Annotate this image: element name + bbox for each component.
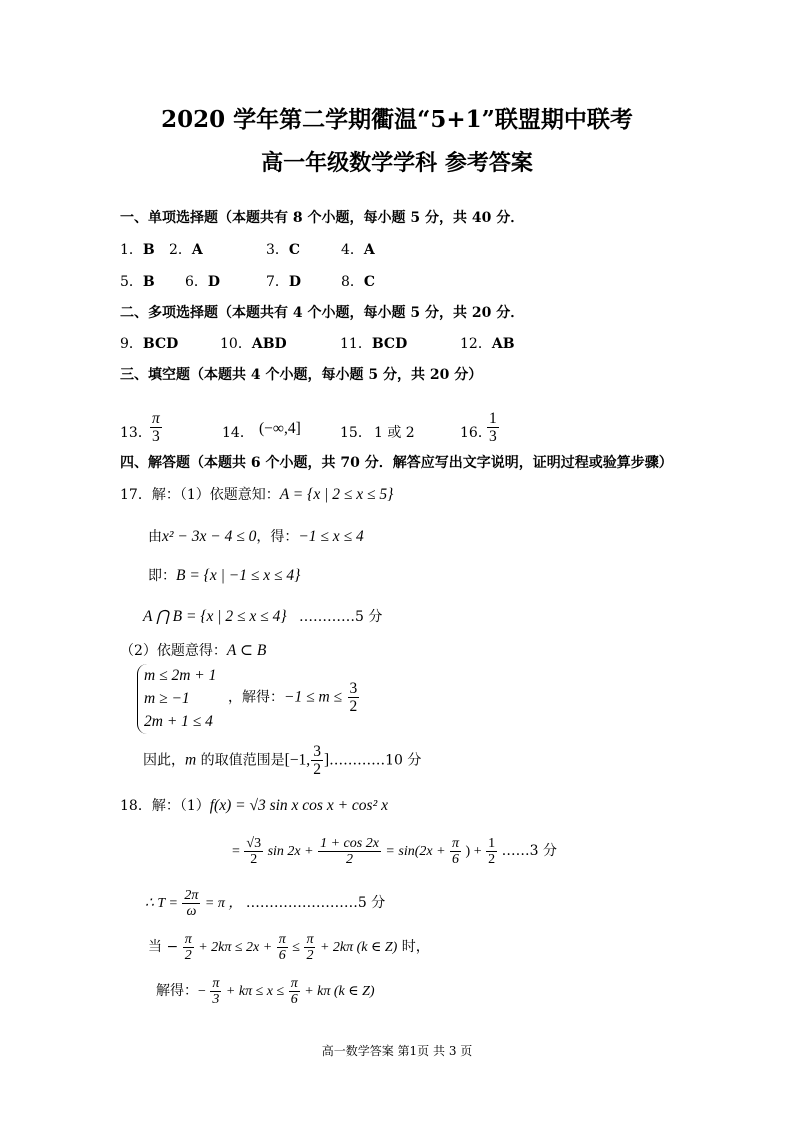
q18-line-5: 解得：− $\frac{\pi}{3}$ + kπ ≤ x ≤ $\frac{\pi}{6}$ + kπ (k ∈ Z) (156, 976, 375, 1008)
q-num: 12． (460, 336, 492, 352)
q-num: 10． (220, 336, 252, 352)
q15-num: 15． (340, 425, 372, 441)
q17-line-5: （2）依题意得：A ⊂ B (120, 642, 267, 659)
q17-system-solution: ，解得：−1 ≤ m ≤ $\frac{3}{2}$ (228, 680, 358, 716)
q14-num: 14． (222, 425, 254, 441)
q-num: 3． (266, 242, 289, 258)
section2-heading: 二、多项选择题（本题共有 4 个小题，每小题 5 分，共 20 分． (120, 305, 525, 321)
q-answer: D (288, 274, 302, 290)
page-title: 2020 学年第二学期衢温“5+1”联盟期中联考 (161, 106, 633, 133)
q-answer: A (363, 242, 375, 258)
q13-num: 13． (120, 425, 152, 441)
q14-answer: (−∞,4] (259, 420, 301, 437)
section4-heading: 四、解答题（本题共 6 个小题，共 70 分．解答应写出文字说明，证明过程或验算步骤） (120, 455, 673, 471)
q16-answer: $\frac{1}{3}$ (489, 410, 497, 446)
q17-line-1: 17．解：（1）依题意知：A = {x | 2 ≤ x ≤ 5} (120, 486, 394, 503)
q-num: 11． (340, 336, 372, 352)
q-answer: AB (491, 336, 515, 352)
q18-line-4: 当 − $\frac{\pi}{2}$ + 2kπ ≤ 2x + $\frac{\pi}{6}$ ≤ $\frac{\pi}{2}$ + 2kπ (k ∈ Z) 时， (148, 932, 430, 964)
q-answer: C (363, 274, 376, 290)
q-num: 6． (185, 274, 208, 290)
q-answer: A (191, 242, 203, 258)
section3-heading: 三、填空题（本题共 4 个小题，每小题 5 分，共 20 分） (120, 367, 483, 383)
score-marker: …………10 分 (329, 752, 422, 769)
q-answer: D (207, 274, 221, 290)
q16-num: 16． (460, 425, 492, 441)
q13-answer: $\frac{\pi}{3}$ (152, 410, 160, 446)
q-answer: BCD (371, 336, 408, 352)
q-answer: ABD (251, 336, 287, 352)
q18-line-3: ∴ T = $\frac{2\pi}{\omega}$ = π ， ……………………5 分 (145, 888, 386, 920)
page-subtitle: 高一年级数学学科 参考答案 (261, 150, 533, 176)
q-answer: B (142, 242, 155, 258)
q15-answer: 1 或 2 (374, 425, 415, 441)
q-num: 1． (120, 242, 143, 258)
q18-line-2: = $\frac{√3}{2}$ sin 2x + $\frac{1 + \cos 2x}{2}$ = sin(2x + $\frac{\pi}{6}$ ) + $\frac{1}{2}$ ……3 分 (232, 836, 557, 868)
q18-line-1: 18．解：（1）f(x) = √3 sin x cos x + cos² x (120, 797, 388, 814)
q17-line-2: 由x² − 3x − 4 ≤ 0，得：−1 ≤ x ≤ 4 (148, 528, 364, 545)
section1-heading: 一、单项选择题（本题共有 8 个小题，每小题 5 分，共 40 分． (120, 210, 525, 226)
q-answer: BCD (142, 336, 179, 352)
q17-line-6: 因此，m 的取值范围是[−1, $\frac{3}{2}$ ]…………10 分 (143, 743, 422, 779)
q-num: 2． (169, 242, 192, 258)
q-answer: B (142, 274, 155, 290)
inequality-system: m ≤ 2m + 1 m ≥ −1 2m + 1 ≤ 4 (137, 664, 216, 734)
q-num: 9． (120, 336, 143, 352)
q17-line-4: A ⋂ B = {x | 2 ≤ x ≤ 4} …………5 分 (143, 608, 383, 625)
q-num: 5． (120, 274, 143, 290)
q-answer: C (288, 242, 301, 258)
q-num: 4． (341, 242, 364, 258)
q17-line-3: 即：B = {x | −1 ≤ x ≤ 4} (148, 567, 301, 584)
q-num: 8． (341, 274, 364, 290)
score-marker: …………5 分 (298, 609, 383, 625)
q-num: 7． (266, 274, 289, 290)
page-footer: 高一数学答案 第1页 共 3 页 (321, 1044, 473, 1058)
score-marker: ……3 分 (501, 843, 557, 860)
score-marker: ……………………5 分 (245, 895, 386, 912)
